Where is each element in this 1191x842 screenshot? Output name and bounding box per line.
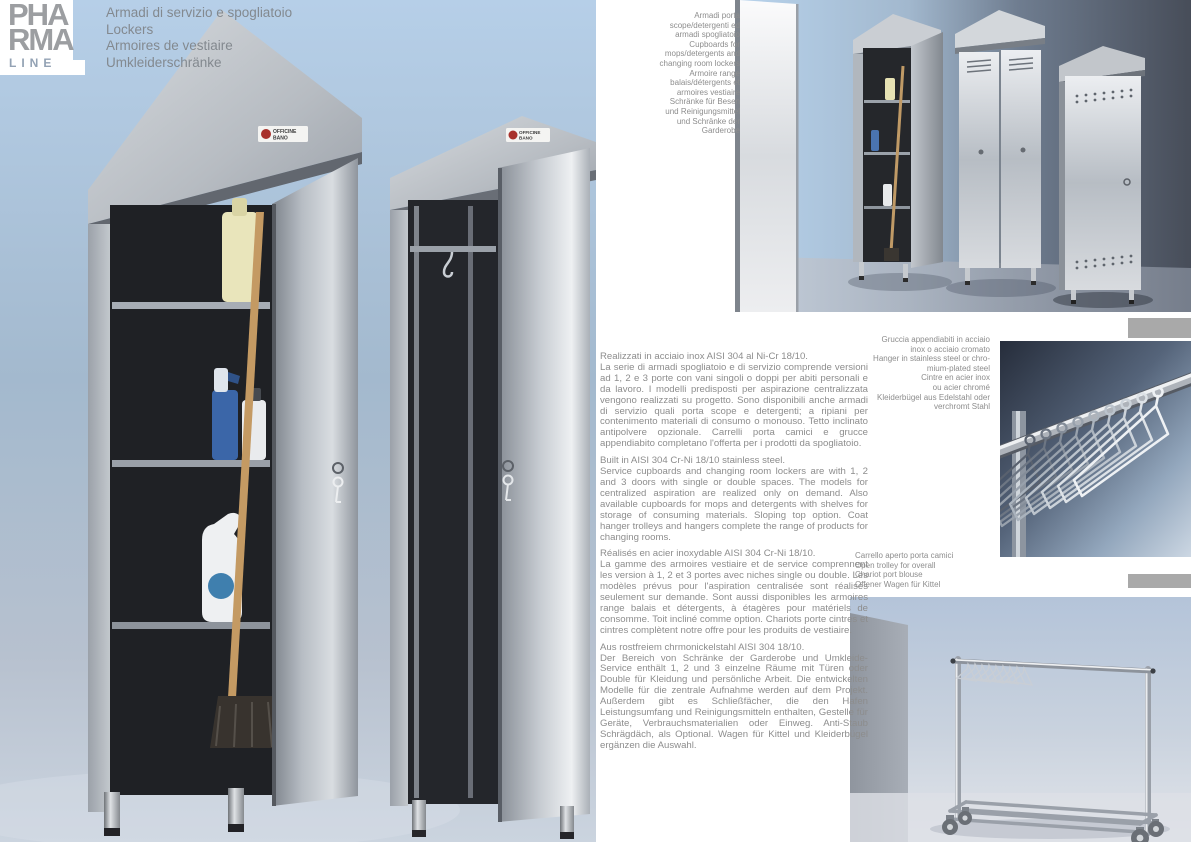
brand-label-text: OFFICINE <box>273 129 297 135</box>
open-door <box>498 148 590 822</box>
section-divider-bar <box>1128 318 1191 338</box>
title-german: Umkleiderschränke <box>106 54 222 70</box>
shelf <box>112 622 270 629</box>
blue-spray-bottle <box>212 390 238 460</box>
caption-trolley: Carrello aperto porta camici Open trolley for overall Chariot port blouse Offener Wagen für Kittel <box>855 551 954 589</box>
cabinet-two-door <box>946 10 1056 297</box>
paragraph-german: Aus rostfreiem chrmonickelstahl AISI 304 18/10. Der Bereich von Schränke der Garderobe und Umkleide-Service enthält 1, 2 und 3 einzelne Räume mit Türen oder Double für Kleidung und persönliche Arbeit. Die entwickelten Modelle für die zentrale Aufnahme werden auf dem Projekt. Außerdem gibt es Schließfächer, die den Hafen Leistungsumfang und Reinigungsmitteln enthalten, Gestelle für Geräte, Verbrauchsmaterialien oder Einweg. Anti-Staub Schrägdäch, als Optional. Wagen für Kittel und Kleiderbügel ergänzen die Auswahl. <box>600 641 868 751</box>
cabinet-foot <box>104 792 120 834</box>
pharma-line-logo <box>0 0 73 75</box>
paragraph-french: Réalisés en acier inoxydable AISI 304 Cr-Ni 18/10. La gamme des armoires vestiaire et de service comprennent les version à 1, 2 et 3 portes avec niches single ou double. Les modèles prévus pour l'aspiration centralisée sont réalisés seulement sur demande. Sont aussi disponibles les armoires range balais et détergents, à étagères pour matériels de consomme. Toit incliné comme option. Chariots porte cintres et cintres complètent notre offre pour les produits de vestiaire. <box>600 548 868 636</box>
brand-label-text: BANO <box>519 135 533 141</box>
side-panel <box>390 210 408 806</box>
logo-box-step <box>73 60 85 75</box>
cabinet-open <box>848 14 952 291</box>
shelf <box>112 302 270 309</box>
title-english: Lockers <box>106 21 154 37</box>
logo-text-pha: PHA <box>8 0 68 32</box>
section-divider-bar <box>1128 574 1191 588</box>
brand-label <box>506 128 550 142</box>
photo-three-cabinets <box>735 0 1191 312</box>
cabinet-interior <box>408 200 498 804</box>
side-panel <box>88 224 110 812</box>
cabinet-perforated <box>1053 46 1153 308</box>
right-door <box>1001 50 1041 268</box>
caption-hangers: Gruccia appendiabiti in acciaio inox o acciaio cromato Hanger in stainless steel or chro- mium-plated steel Cintre en acier inox ou acier chromé Kleiderbügel aus Edelstahl oder verchromt Stahl <box>873 335 990 412</box>
cabinet-foot <box>560 806 574 836</box>
cabinet-foot <box>412 800 426 834</box>
brand-label <box>258 126 308 142</box>
logo-text-rma: RMA <box>8 22 73 57</box>
photo-coat-trolley <box>850 597 1191 842</box>
photo-hangers <box>1000 341 1191 557</box>
paragraph-english: Built in AISI 304 Cr-Ni 18/10 stainless steel. Service cupboards and changing room lockers are with 1, 2 and 3 doors with single or double spaces. The models for centralized aspiration are realized only on demand. Also available cupboards for mops and detergents with shelves for storage of consuming materials. Sloping top option. Coat hanger trolleys and hangers complete the range of products for changing rooms. <box>600 455 868 543</box>
title-french: Armoires de vestiaire <box>106 38 233 53</box>
brand-label-text: OFFICINE <box>519 130 541 135</box>
mirror-panel <box>735 0 799 312</box>
title-italian: Armadi di servizio e spogliatoio <box>106 5 293 20</box>
locker-cabinet-right <box>390 116 596 839</box>
open-door <box>272 158 358 806</box>
paragraph-italian: Realizzati in acciaio inox AISI 304 al Ni-Cr 18/10. La serie di armadi spogliatoio e di servizio comprende versioni ad 1, 2 e 3 porte con vani singoli o doppi per abiti personali e da lavoro. I modelli predisposti per aspirazione centralizzata vengono realizzati su progetto. Sono disponibili anche armadi di servizio quali porta scope e detergenti; a ripiani per contenimento materiali di consumo o monouso. Tetto inclinato antipolvere opzionale. Carrelli porta camici e grucce appendiabito completano l'offerta per i prodotti da spogliatoio. <box>600 351 868 450</box>
brand-label-text: BANO <box>273 135 288 142</box>
cabinet-foot <box>228 788 244 830</box>
description-text <box>600 352 868 758</box>
page-title <box>106 5 292 71</box>
logo-text-line: LINE <box>9 56 57 70</box>
left-door <box>959 52 999 268</box>
open-door <box>911 32 943 268</box>
coat-rail <box>410 246 496 252</box>
caption-cupboards: Armadi porta scope/detergenti ed armadi spogliatoio Cupboards for mops/detergents and changing room lockers Armoire range balais/détergents et armoires vestiaire Schränke für Besen und Reinigungsmittel und Schränke der Garderobe <box>659 11 740 136</box>
